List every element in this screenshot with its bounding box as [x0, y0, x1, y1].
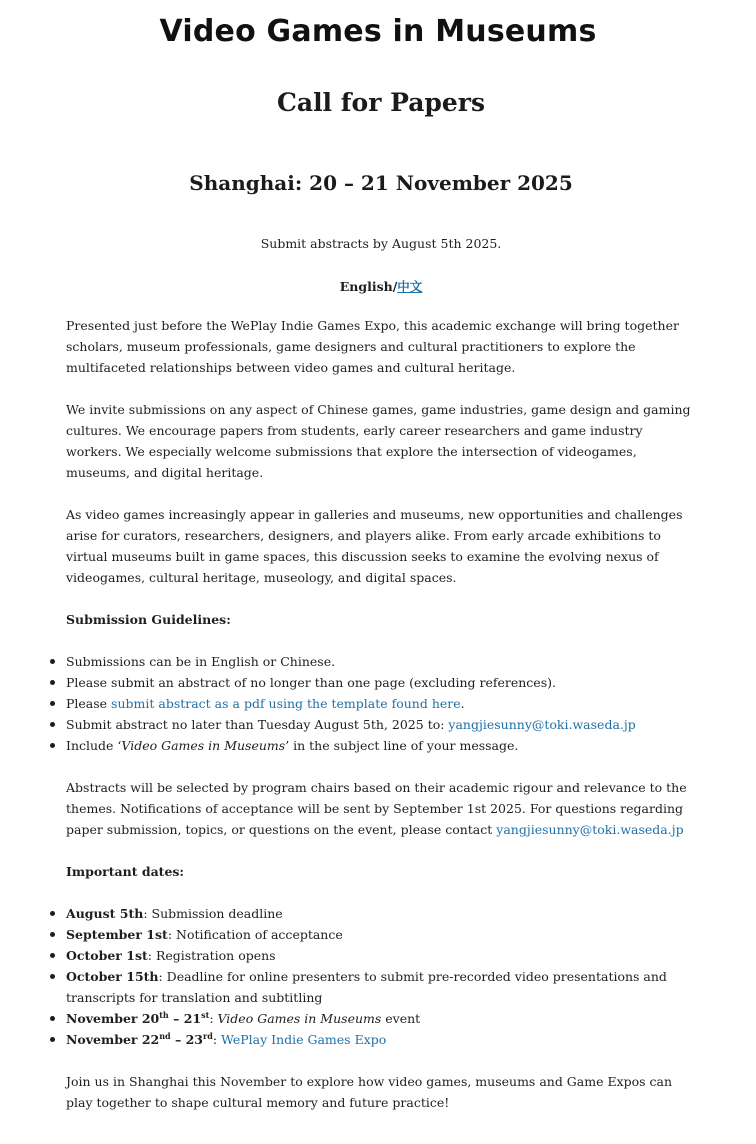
- date-label: [66, 1011, 209, 1026]
- event-name-italic: Video Games in Museums: [217, 1011, 382, 1026]
- language-current: English/: [339, 279, 398, 294]
- date-item: [66, 1029, 698, 1050]
- guidelines-heading: [66, 609, 698, 630]
- date-item: [66, 903, 698, 924]
- date-label: October 1st: [66, 948, 148, 963]
- guideline-item: [66, 735, 698, 756]
- guideline-item: [66, 714, 698, 735]
- date-item: [66, 924, 698, 945]
- ordinal-suffix: nd: [159, 1031, 171, 1041]
- guideline-text: Submit abstract no later than Tuesday August 5th, 2025 to:: [66, 717, 449, 732]
- selection-text: Abstracts will be selected by program chairs based on their academic rigour and relevance to the themes. Notifications of acceptance will be sent by September 1st 2025. For questions regarding paper submission, topics, or questions on the event, please contact: [66, 780, 687, 837]
- weplay-expo-link[interactable]: WePlay Indie Games Expo: [221, 1032, 387, 1047]
- submission-email-link[interactable]: yangjiesunny@toki.waseda.jp: [448, 717, 636, 732]
- language-chinese-link[interactable]: 中文: [397, 279, 423, 294]
- intro-paragraph-1: Presented just before the WePlay Indie Games Expo, this academic exchange will bring together scholars, museum professionals, game designers and cultural practitioners to explore the multifaceted relationships between video games and cultural heritage.: [66, 318, 679, 375]
- guideline-text: Please: [66, 696, 112, 711]
- date-text: : Deadline for online presenters to submit pre-recorded video presentations and transcripts for translation and subtitling: [66, 969, 667, 1005]
- selection-paragraph: [66, 777, 698, 840]
- guideline-text: Include ‘: [66, 738, 122, 753]
- intro-paragraph-3: As video games increasingly appear in galleries and museums, new opportunities and challenges arise for curators, researchers, designers, and players alike. From early arcade exhibitions to virtual museums built in game spaces, this discussion seeks to examine the evolving nexus of videogames, cultural heritage, museology, and digital spaces.: [66, 507, 683, 585]
- important-dates-list: [66, 903, 698, 1050]
- guideline-text: ’ in the subject line of your message.: [285, 738, 519, 753]
- date-label-part: – 23: [170, 1032, 204, 1047]
- date-label-part: November 22: [66, 1032, 160, 1047]
- closing-paragraph: Join us in Shanghai this November to explore how video games, museums and Game Expos can play together to shape cultural memory and future practice!: [66, 1074, 673, 1110]
- date-label-part: November 20: [66, 1011, 160, 1026]
- date-text: : Registration opens: [147, 948, 276, 963]
- date-text: : Submission deadline: [143, 906, 283, 921]
- date-item: [66, 1008, 698, 1029]
- location-dates-heading: Shanghai: 20 – 21 November 2025: [189, 171, 573, 195]
- abstract-template-link[interactable]: submit abstract as a pdf using the template found here: [111, 696, 461, 711]
- contact-email-link[interactable]: yangjiesunny@toki.waseda.jp: [496, 822, 684, 837]
- date-item: [66, 945, 698, 966]
- date-label: [66, 1032, 213, 1047]
- ordinal-suffix: st: [201, 1010, 210, 1020]
- site-title[interactable]: Video Games in Museums: [159, 14, 597, 49]
- dates-heading: [66, 861, 698, 882]
- ordinal-suffix: th: [159, 1010, 169, 1020]
- date-separator: :: [212, 1032, 222, 1047]
- date-label: October 15th: [66, 969, 159, 984]
- guideline-text: .: [460, 696, 465, 711]
- page-title: Call for Papers: [276, 88, 486, 117]
- date-text: : Notification of acceptance: [167, 927, 343, 942]
- guideline-item: [66, 693, 698, 714]
- date-label-part: – 21: [168, 1011, 202, 1026]
- date-text: event: [381, 1011, 421, 1026]
- deadline-note: Submit abstracts by August 5th 2025.: [260, 236, 502, 251]
- guideline-italic-text: Video Games in Museums: [121, 738, 286, 753]
- guideline-item: Submissions can be in English or Chinese.: [66, 651, 698, 672]
- date-label: September 1st: [66, 927, 168, 942]
- dates-heading-text: Important dates:: [66, 864, 185, 879]
- date-separator: :: [209, 1011, 218, 1026]
- date-label: August 5th: [66, 906, 144, 921]
- date-item: [66, 966, 698, 1008]
- guidelines-heading-text: Submission Guidelines:: [66, 612, 231, 627]
- guidelines-list: [66, 651, 698, 756]
- ordinal-suffix: rd: [203, 1031, 213, 1041]
- main-content: [66, 315, 698, 1134]
- guideline-item: Please submit an abstract of no longer than one page (excluding references).: [66, 672, 698, 693]
- language-switch: [0, 277, 756, 295]
- intro-paragraph-2: We invite submissions on any aspect of Chinese games, game industries, game design and gaming cultures. We encourage papers from students, early career researchers and game industry workers. We especially welcome submissions that explore the intersection of videogames, museums, and digital heritage.: [66, 402, 691, 480]
